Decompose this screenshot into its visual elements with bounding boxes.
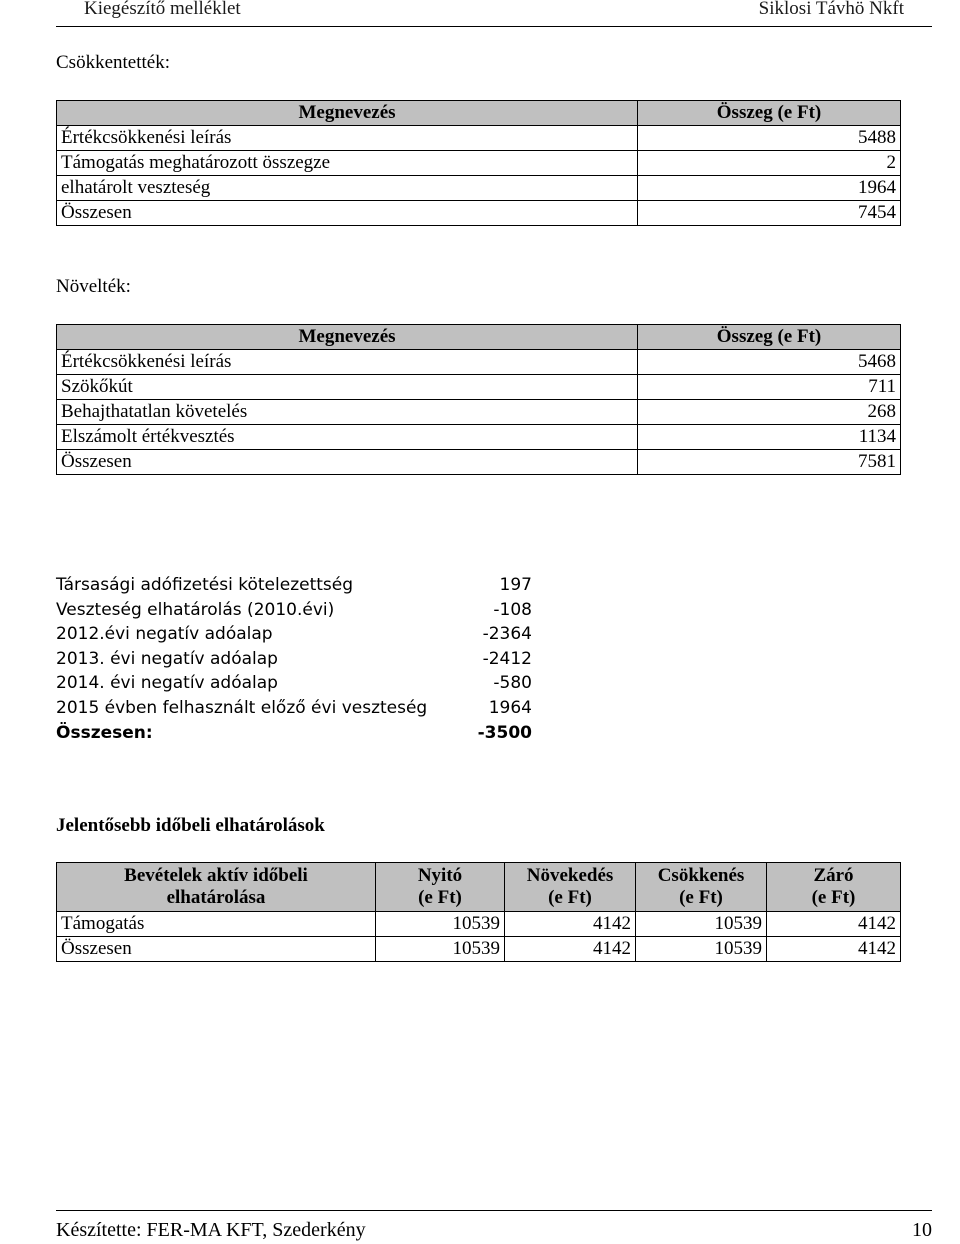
row-value: 4142 xyxy=(767,912,901,937)
total-label: Összesen: xyxy=(56,722,153,743)
item-label: 2012.évi negatív adóalap xyxy=(56,624,273,645)
table-header-row xyxy=(57,101,901,126)
item-label: 2015 évben felhasznált előző évi veszteség xyxy=(56,697,428,718)
row-value: 268 xyxy=(638,400,901,425)
column-header: Összeg (e Ft) xyxy=(638,101,901,126)
column-header: Megnevezés xyxy=(57,325,638,350)
item-value: -2412 xyxy=(482,648,532,669)
row-value: 10539 xyxy=(376,912,505,937)
page-number: 10 xyxy=(912,1219,932,1241)
row-label: Támogatás meghatározott összegze xyxy=(57,151,638,176)
item-value: -580 xyxy=(493,673,532,694)
row-label: Összesen xyxy=(57,201,638,226)
list-item xyxy=(56,622,532,647)
row-label: Elszámolt értékvesztés xyxy=(57,425,638,450)
row-value: 7581 xyxy=(638,450,901,475)
row-label: Támogatás xyxy=(57,912,376,937)
column-header: Összeg (e Ft) xyxy=(638,325,901,350)
row-value: 4142 xyxy=(505,937,636,962)
item-label: Társasági adófizetési kötelezettség xyxy=(56,575,354,595)
row-value: 4142 xyxy=(767,937,901,962)
header-left: Kiegészítő melléklet xyxy=(84,0,241,19)
decreased-title: Csökkentették: xyxy=(56,52,170,73)
column-header: Csökkenés (e Ft) xyxy=(636,863,767,912)
table-row xyxy=(57,400,901,425)
row-value: 1134 xyxy=(638,425,901,450)
row-label: Összesen xyxy=(57,450,638,475)
list-item xyxy=(56,647,532,672)
row-value: 10539 xyxy=(636,912,767,937)
item-value: 197 xyxy=(499,575,532,595)
tax-total xyxy=(56,721,532,746)
item-label: 2013. évi negatív adóalap xyxy=(56,648,278,669)
list-item xyxy=(56,573,532,598)
row-label: Értékcsökkenési leírás xyxy=(57,350,638,375)
table-row xyxy=(57,425,901,450)
item-value: 1964 xyxy=(488,697,532,718)
table-header-row xyxy=(57,863,901,912)
tax-calculation xyxy=(56,573,532,745)
header-right: Siklosi Távhö Nkft xyxy=(758,0,904,19)
deferred-title: Jelentősebb időbeli elhatárolások xyxy=(56,815,325,836)
decreased-table xyxy=(56,100,901,226)
item-label: Veszteség elhatárolás (2010.évi) xyxy=(56,599,335,620)
item-value: -108 xyxy=(493,599,532,620)
item-value: -2364 xyxy=(482,624,532,645)
row-value: 2 xyxy=(638,151,901,176)
deferred-table xyxy=(56,862,901,962)
row-label: Szökőkút xyxy=(57,375,638,400)
table-row xyxy=(57,126,901,151)
row-value: 5488 xyxy=(638,126,901,151)
column-header: Megnevezés xyxy=(57,101,638,126)
footer-author: Készítette: FER-MA KFT, Szederkény xyxy=(56,1219,366,1241)
row-value: 7454 xyxy=(638,201,901,226)
column-header: Növekedés (e Ft) xyxy=(505,863,636,912)
total-value: -3500 xyxy=(477,722,532,743)
table-row xyxy=(57,176,901,201)
list-item xyxy=(56,696,532,721)
table-row xyxy=(57,201,901,226)
item-label: 2014. évi negatív adóalap xyxy=(56,673,278,694)
row-value: 5468 xyxy=(638,350,901,375)
column-header: Nyitó (e Ft) xyxy=(376,863,505,912)
column-header: Bevételek aktív időbeli elhatárolása xyxy=(57,863,376,912)
row-label: Értékcsökkenési leírás xyxy=(57,126,638,151)
table-row xyxy=(57,375,901,400)
row-value: 4142 xyxy=(505,912,636,937)
row-value: 10539 xyxy=(636,937,767,962)
row-value: 711 xyxy=(638,375,901,400)
table-row xyxy=(57,450,901,475)
row-label: Behajthatatlan követelés xyxy=(57,400,638,425)
table-row xyxy=(57,912,901,937)
table-row xyxy=(57,937,901,962)
table-row xyxy=(57,350,901,375)
increased-title: Növelték: xyxy=(56,276,131,297)
page-header xyxy=(56,0,932,27)
page-footer xyxy=(56,1210,932,1242)
list-item xyxy=(56,598,532,623)
table-row xyxy=(57,151,901,176)
row-value: 1964 xyxy=(638,176,901,201)
row-label: Összesen xyxy=(57,937,376,962)
row-value: 10539 xyxy=(376,937,505,962)
increased-table xyxy=(56,324,901,475)
column-header: Záró (e Ft) xyxy=(767,863,901,912)
row-label: elhatárolt veszteség xyxy=(57,176,638,201)
table-header-row xyxy=(57,325,901,350)
list-item xyxy=(56,671,532,696)
